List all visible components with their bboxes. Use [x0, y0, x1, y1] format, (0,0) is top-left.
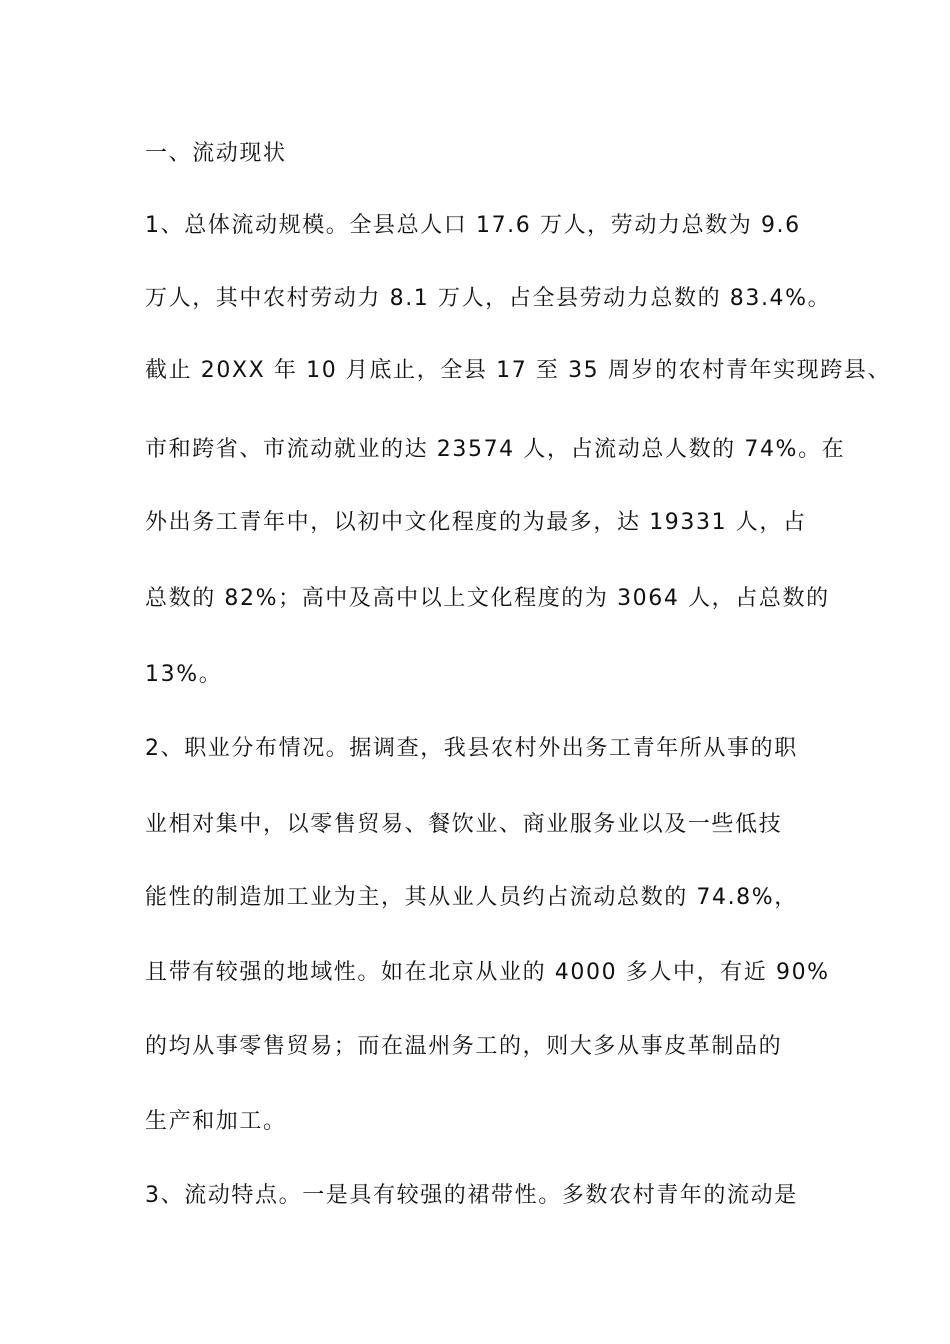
paragraph-line: 业相对集中，以零售贸易、餐饮业、商业服务业以及一些低技	[145, 812, 783, 837]
paragraph-line: 截止 20XX 年 10 月底止，全县 17 至 35 周岁的农村青年实现跨县、	[145, 358, 892, 383]
paragraph-line: 万人，其中农村劳动力 8.1 万人，占全县劳动力总数的 83.4%。	[145, 286, 832, 311]
paragraph-line: 外出务工青年中，以初中文化程度的为最多，达 19331 人，占	[145, 510, 807, 535]
paragraph-line: 能性的制造加工业为主，其从业人员约占流动总数的 74.8%，	[145, 885, 798, 910]
paragraph-line: 生产和加工。	[145, 1109, 287, 1134]
paragraph-line: 1、总体流动规模。全县总人口 17.6 万人，劳动力总数为 9.6	[145, 213, 801, 238]
paragraph-line: 2、职业分布情况。据调查，我县农村外出务工青年所从事的职	[145, 736, 798, 761]
section-heading: 一、流动现状	[145, 141, 287, 166]
paragraph-line: 市和跨省、市流动就业的达 23574 人，占流动总人数的 74%。在	[145, 437, 846, 462]
paragraph-line: 的均从事零售贸易；而在温州务工的，则大多从事皮革制品的	[145, 1034, 783, 1059]
paragraph-line: 13%。	[145, 662, 223, 687]
paragraph-line: 总数的 82%；高中及高中以上文化程度的为 3064 人，占总数的	[145, 586, 830, 611]
paragraph-line: 且带有较强的地域性。如在北京从业的 4000 多人中，有近 90%	[145, 960, 830, 985]
paragraph-line: 3、流动特点。一是具有较强的裙带性。多数农村青年的流动是	[145, 1183, 798, 1208]
